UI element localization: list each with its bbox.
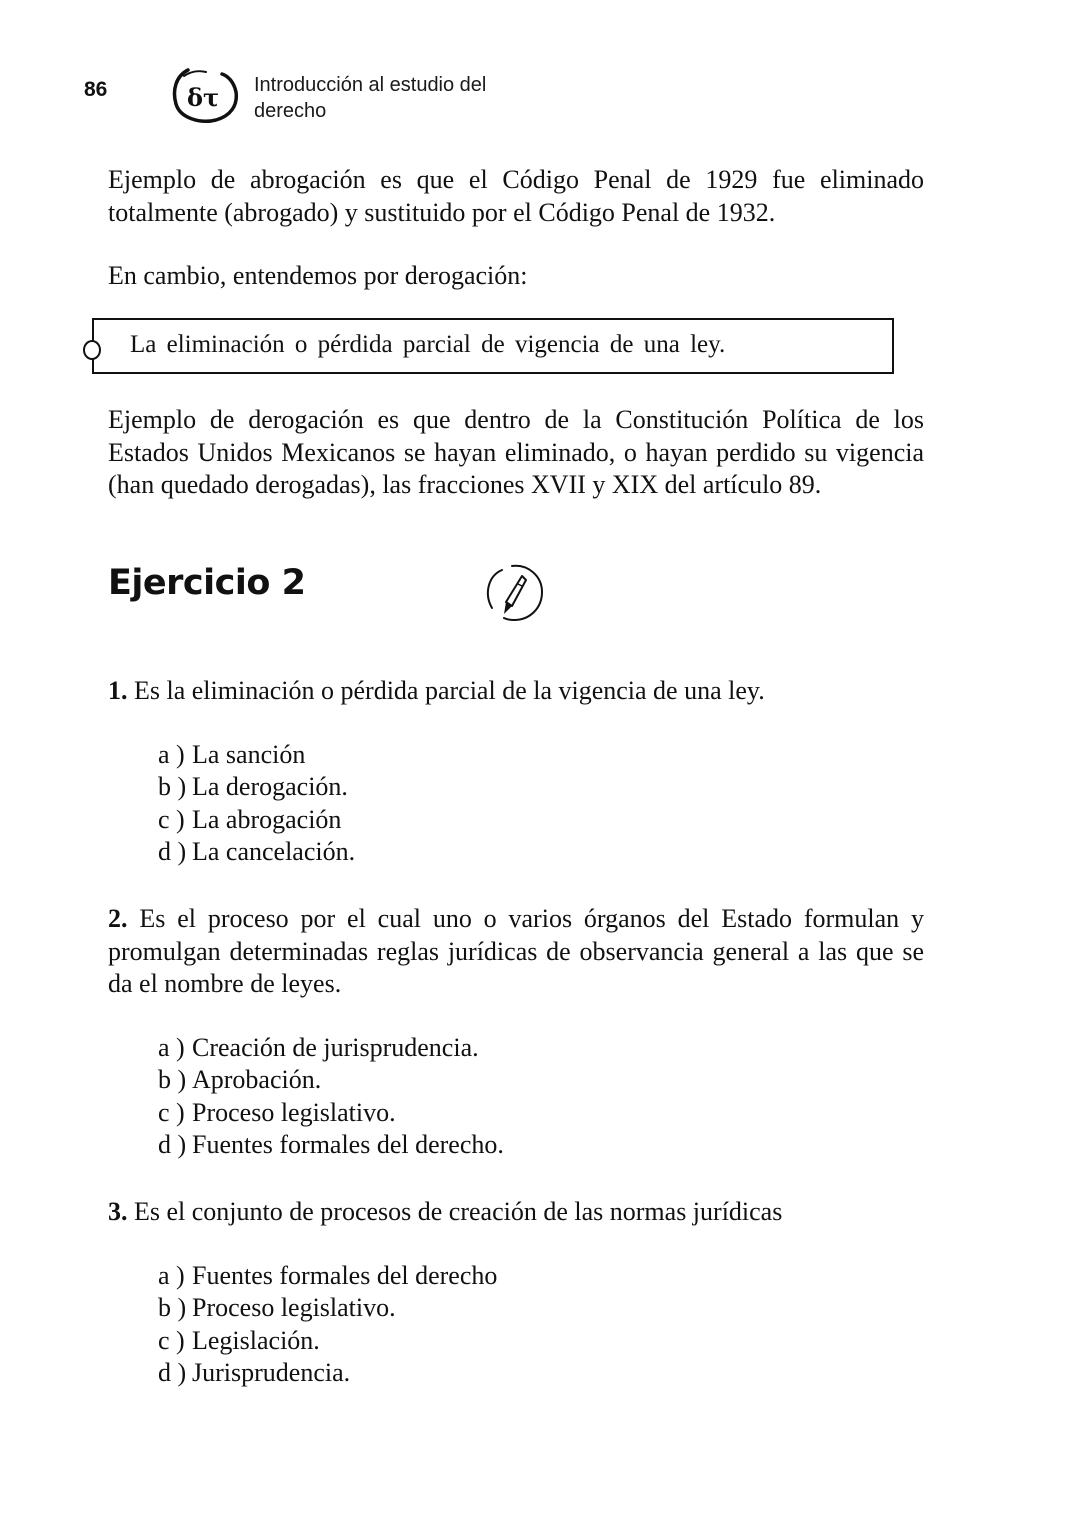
question-text: Es el conjunto de procesos de creación de las normas jurídicas [134,1197,783,1226]
option-d[interactable]: d ) Fuentes formales del derecho. [158,1129,504,1159]
book-title-line2: derecho [254,100,327,122]
definition-text: La eliminación o pérdida parcial de vigencia de una ley. [130,331,726,358]
question-2-options [158,1032,504,1161]
scales-monogram-icon [170,64,240,124]
option-c[interactable]: c ) Legislación. [158,1325,320,1355]
question-number: 1. [108,676,128,705]
book-title [254,72,486,124]
question-3-options [158,1260,497,1389]
exercise-title: Ejercicio 2 [108,563,306,603]
option-b[interactable]: b ) Proceso legislativo. [158,1293,396,1323]
definition-box [92,318,894,374]
question-number: 3. [108,1197,128,1226]
option-b[interactable]: b ) Aprobación. [158,1065,322,1095]
bullet-circle-icon [83,340,101,360]
book-title-line1: Introducción al estudio del [254,74,487,96]
question-1-options [158,739,355,868]
question-text: Es el proceso por el cual uno o varios órganos del Estado formulan y promulgan determinadas reglas jurídicas de observancia general a las que se da el nombre de leyes. [108,904,924,998]
option-a[interactable]: a ) La sanción [158,740,306,769]
question-1 [108,675,924,708]
question-number: 2. [108,904,128,933]
question-text: Es la eliminación o pérdida parcial de la vigencia de una ley. [134,676,765,705]
derogation-example-paragraph: Ejemplo de derogación es que dentro de la Constitución Política de los Estados Unidos Mexicanos se hayan eliminado, o hayan perdido su vigencia (han quedado derogadas), las fracciones XVII y XIX del artículo 89. [108,405,924,499]
question-3 [108,1196,924,1229]
page-number: 86 [84,78,108,101]
option-c[interactable]: c ) La abrogación [158,804,342,834]
derogation-intro-paragraph: En cambio, entendemos por derogación: [108,261,528,290]
option-d[interactable]: d ) La cancelación. [158,836,356,866]
abrogation-example-paragraph: Ejemplo de abrogación es que el Código Penal de 1929 fue eliminado totalmente (abrogado) y sustituido por el Código Penal de 1932. [108,165,924,227]
question-2 [108,903,924,1001]
option-d[interactable]: d ) Jurisprudencia. [158,1357,351,1387]
option-c[interactable]: c ) Proceso legislativo. [158,1097,396,1127]
svg-text:δτ: δτ [187,83,220,112]
option-b[interactable]: b ) La derogación. [158,772,348,802]
option-a[interactable]: a ) Creación de jurisprudencia. [158,1033,479,1062]
fountain-pen-icon [482,562,546,624]
option-a[interactable]: a ) Fuentes formales del derecho [158,1261,498,1290]
